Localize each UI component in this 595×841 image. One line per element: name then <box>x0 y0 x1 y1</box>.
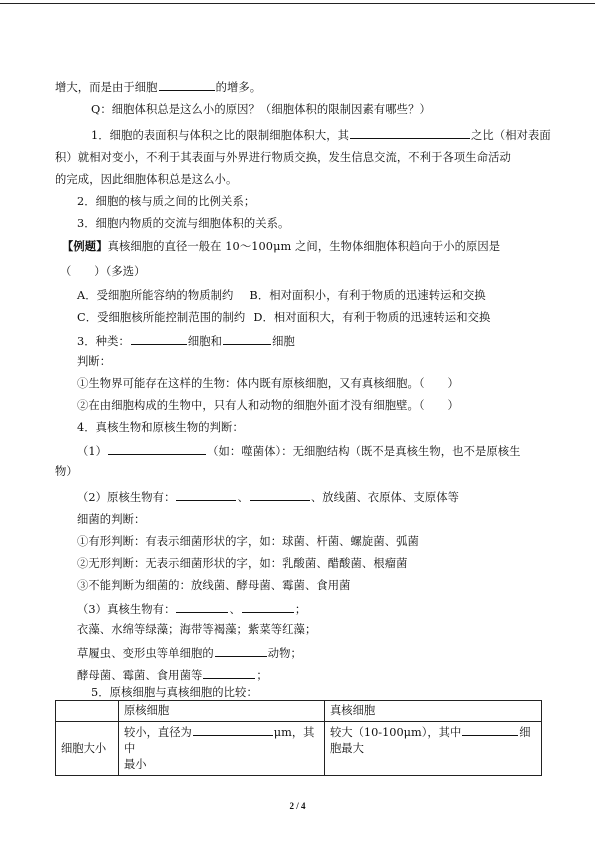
table-header-row <box>56 701 542 722</box>
option-d: D．相对面积大，有利于物质的迅速转运和交换 <box>253 311 491 324</box>
fill-blank[interactable] <box>203 667 255 679</box>
text-line-22: ②无形判断：无表示细菌形状的字，如：乳酸菌、醋酸菌、根瘤菌 <box>77 557 408 570</box>
text-line-6: 2．细胞的核与质之间的比例关系； <box>77 195 256 208</box>
text-line-25: 衣藻、水绵等绿藻；海带等褐藻；紫菜等红藻； <box>77 623 317 636</box>
fill-blank[interactable] <box>250 489 310 501</box>
fill-blank[interactable] <box>350 127 470 139</box>
table-header-eukaryote: 真核细胞 <box>325 701 542 722</box>
text-line-14: ①生物界可能存在这样的生物：体内既有原核细胞，又有真核细胞。（ ） <box>77 377 459 390</box>
fill-blank[interactable] <box>176 489 236 501</box>
text-line-15: ②在由细胞构成的生物中，只有人和动物的细胞外面才没有细胞壁。（ ） <box>77 399 459 412</box>
fill-blank[interactable] <box>215 645 267 657</box>
fill-blank[interactable] <box>223 333 271 345</box>
text-line-5: 的完成，因此细胞体积总是这么小。 <box>55 173 238 186</box>
text-line-27: 酵母菌、霉菌、食用菌等 ； <box>77 669 268 682</box>
fill-blank[interactable] <box>462 724 518 736</box>
example-line: 【例题】真核细胞的直径一般在 10～100μm 之间，生物体细胞体积趋向于小的原因是 <box>62 239 501 253</box>
text-line-21: ①有形判断：有表示细菌形状的字，如：球菌、杆菌、螺旋菌、弧菌 <box>77 535 419 548</box>
option-c: C．受细胞核所能控制范围的制约 D．相对面积大，有利于物质的迅速转运和交换 <box>77 311 491 324</box>
header-rule <box>0 3 595 4</box>
page-number: 2 / 4 <box>289 801 306 811</box>
text-line-16: 4．真核生物和原核生物的判断： <box>77 421 244 434</box>
option-b: B．相对面积小，有利于物质的迅速转运和交换 <box>249 289 486 302</box>
fill-blank[interactable] <box>242 601 294 613</box>
fill-blank[interactable] <box>159 79 215 91</box>
table-header-empty <box>56 701 119 722</box>
text-line-24: （3）真核生物有： 、 ； <box>77 603 307 616</box>
comparison-table <box>55 700 542 776</box>
text-line-3: 1．细胞的表面积与体积之比的限制细胞体积大，其 之比（相对表面 <box>91 129 551 142</box>
table-header-prokaryote: 原核细胞 <box>119 701 325 722</box>
fill-blank[interactable] <box>193 724 273 736</box>
fill-blank[interactable] <box>176 601 228 613</box>
text-line-19: （2）原核生物有： 、 、放线菌、衣原体、支原体等 <box>77 491 460 504</box>
example-tag: 【例题】 <box>62 239 108 253</box>
question-line: Q：细胞体积总是这么小的原因？（细胞体积的限制因素有哪些？） <box>91 103 431 116</box>
text-line-20: 细菌的判断： <box>77 513 146 526</box>
fill-blank[interactable] <box>131 333 187 345</box>
text-line-12: 3．种类： 细胞和 细胞 <box>77 335 295 348</box>
text-line-13: 判断： <box>77 355 112 368</box>
text-line-28: 5．原核细胞与真核细胞的比较： <box>91 686 258 699</box>
row-label-cell-size: 细胞大小 <box>56 722 119 776</box>
text-line-1: 增大，而是由于细胞 的增多。 <box>55 81 262 94</box>
fill-blank[interactable] <box>108 443 206 455</box>
text-line-9: （ ）（多选） <box>60 265 146 278</box>
prokaryote-size-cell: 较小，直径为 μm，其中 最小 <box>119 722 325 776</box>
text-line-26: 草履虫、变形虫等单细胞的 动物； <box>77 647 302 660</box>
eukaryote-size-cell: 较大（10-100μm），其中 细 胞最大 <box>325 722 542 776</box>
text-line-17: （1） （如：噬菌体）：无细胞结构（既不是真核生物，也不是原核生 <box>77 445 521 458</box>
option-a: A．受细胞所能容纳的物质制约 B．相对面积小，有利于物质的迅速转运和交换 <box>77 289 486 302</box>
text-line-23: ③不能判断为细菌的：放线菌、酵母菌、霉菌、食用菌 <box>77 579 351 592</box>
text-line-7: 3．细胞内物质的交流与细胞体积的关系。 <box>77 217 290 230</box>
text-line-18: 物） <box>55 465 78 478</box>
table-row <box>56 722 542 776</box>
text-line-4: 积）就相对变小，不利于其表面与外界进行物质交换，发生信息交流，不利于各项生命活动 <box>55 151 511 164</box>
